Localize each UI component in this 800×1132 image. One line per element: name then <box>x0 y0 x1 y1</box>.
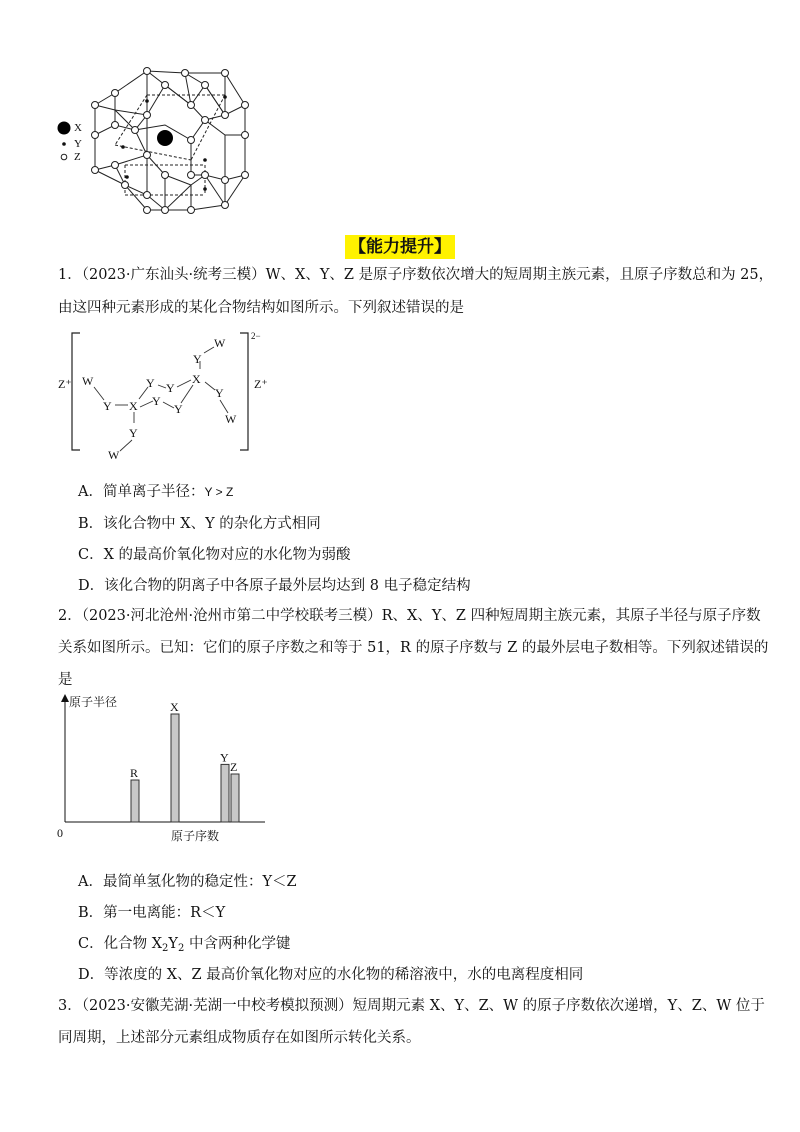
q2-option-c-post: 中含两种化学键 <box>184 936 291 952</box>
q1-option-c[interactable]: C．X 的最高价氧化物对应的水化物为弱酸 <box>78 547 351 563</box>
q2-stem-line2: 关系如图所示。已知：它们的原子序数之和等于 51，R 的原子序数与 Z 的最外层电子数相等。下列叙述错误的 <box>58 640 769 656</box>
q1-option-a[interactable] <box>78 482 233 502</box>
q2-option-c-mid: Y <box>168 936 178 952</box>
q1-atom-y-8: Y <box>129 426 138 440</box>
q1-atom-y-6: Y <box>193 352 202 366</box>
q2-bar-chart <box>55 690 275 850</box>
q1-atom-y-7: Y <box>215 386 224 400</box>
q2-stem-line1: 2．（2023·河北沧州·沧州市第二中学校联考三模）R、X、Y、Z 四种短周期主族元素，其原子半径与原子序数 <box>58 608 761 624</box>
q2-stem-line3: 是 <box>58 672 73 688</box>
q1-stem-line1: 1．（2023·广东汕头·统考三模）W、X、Y、Z 是原子序数依次增大的短周期主族元素，且原子序数总和为 25， <box>58 267 774 283</box>
q1-anion-charge: 2− <box>251 331 261 341</box>
q2-option-c-pre: C．化合物 X <box>78 936 163 952</box>
q1-atom-y-2: Y <box>146 376 155 390</box>
q2-bar-label-r: R <box>130 766 139 780</box>
q2-bar-r <box>131 780 139 822</box>
q2-option-d[interactable]: D．等浓度的 X、Z 最高价氧化物对应的水化物的稀溶液中，水的电离程度相同 <box>78 967 584 983</box>
q1-atom-w-top: W <box>214 336 226 350</box>
q1-atom-w-left: W <box>82 374 94 388</box>
q2-bar-z <box>231 774 239 822</box>
q1-cation-left: Z⁺ <box>58 377 72 391</box>
q1-option-a-formula: Y > Z <box>204 485 234 499</box>
section-heading <box>0 232 800 257</box>
legend-z-label: Z <box>74 151 81 163</box>
q2-option-a[interactable]: A．最简单氢化物的稳定性：Y＜Z <box>78 874 297 890</box>
q1-option-d[interactable]: D．该化合物的阴离子中各原子最外层均达到 8 电子稳定结构 <box>78 578 471 594</box>
legend-x-label: X <box>74 122 82 134</box>
q2-x-axis-label: 原子序数 <box>171 829 220 843</box>
section-heading-text: 【能力提升】 <box>345 235 455 259</box>
q1-anion-structure <box>58 325 288 465</box>
q2-bar-x <box>171 714 179 822</box>
q3-stem-line2: 同周期，上述部分元素组成物质存在如图所示转化关系。 <box>58 1030 421 1046</box>
q2-option-b[interactable]: B．第一电离能：R＜Y <box>78 905 226 921</box>
q1-structure-figure <box>58 325 288 465</box>
q2-bar-label-y: Y <box>220 750 229 765</box>
legend-y-label: Y <box>74 138 82 150</box>
q2-chart-svg <box>55 690 275 850</box>
q1-atom-w-right: W <box>225 412 237 426</box>
q2-option-c[interactable] <box>78 934 290 959</box>
q3-stem-line1: 3．（2023·安徽芜湖·芜湖一中校考模拟预测）短周期元素 X、Y、Z、W 的原子序数依次递增，Y、Z、W 位于 <box>58 998 765 1014</box>
q1-option-b[interactable]: B．该化合物中 X、Y 的杂化方式相同 <box>78 516 321 532</box>
q2-option-c-sub2: 2 <box>177 943 185 954</box>
legend-x-symbol <box>58 122 71 135</box>
legend-y-symbol <box>62 142 66 146</box>
q1-option-a-text: A．简单离子半径： <box>78 484 205 500</box>
q1-atom-x-right: X <box>192 372 201 386</box>
q1-atom-y-1: Y <box>103 399 112 413</box>
q2-bar-label-x: X <box>170 700 179 714</box>
q1-atom-y-3: Y <box>152 394 161 408</box>
q2-y-axis-label: 原子半径 <box>69 695 118 709</box>
legend <box>56 118 96 168</box>
q2-origin-label: 0 <box>57 826 63 840</box>
q1-atom-x-left: X <box>129 399 138 413</box>
q1-atom-w-bottom: W <box>108 448 120 462</box>
q2-bar-label-z: Z <box>230 760 238 774</box>
q1-atom-y-5: Y <box>174 402 183 416</box>
legend-z-symbol <box>61 154 67 160</box>
q2-bar-y <box>221 764 229 822</box>
q1-stem-line2: 由这四种元素形成的某化合物结构如图所示。下列叙述错误的是 <box>58 300 464 316</box>
q1-atom-y-4: Y <box>166 381 175 395</box>
q2-option-c-sub1: 2 <box>162 943 169 954</box>
q1-cation-right: Z⁺ <box>254 377 268 391</box>
